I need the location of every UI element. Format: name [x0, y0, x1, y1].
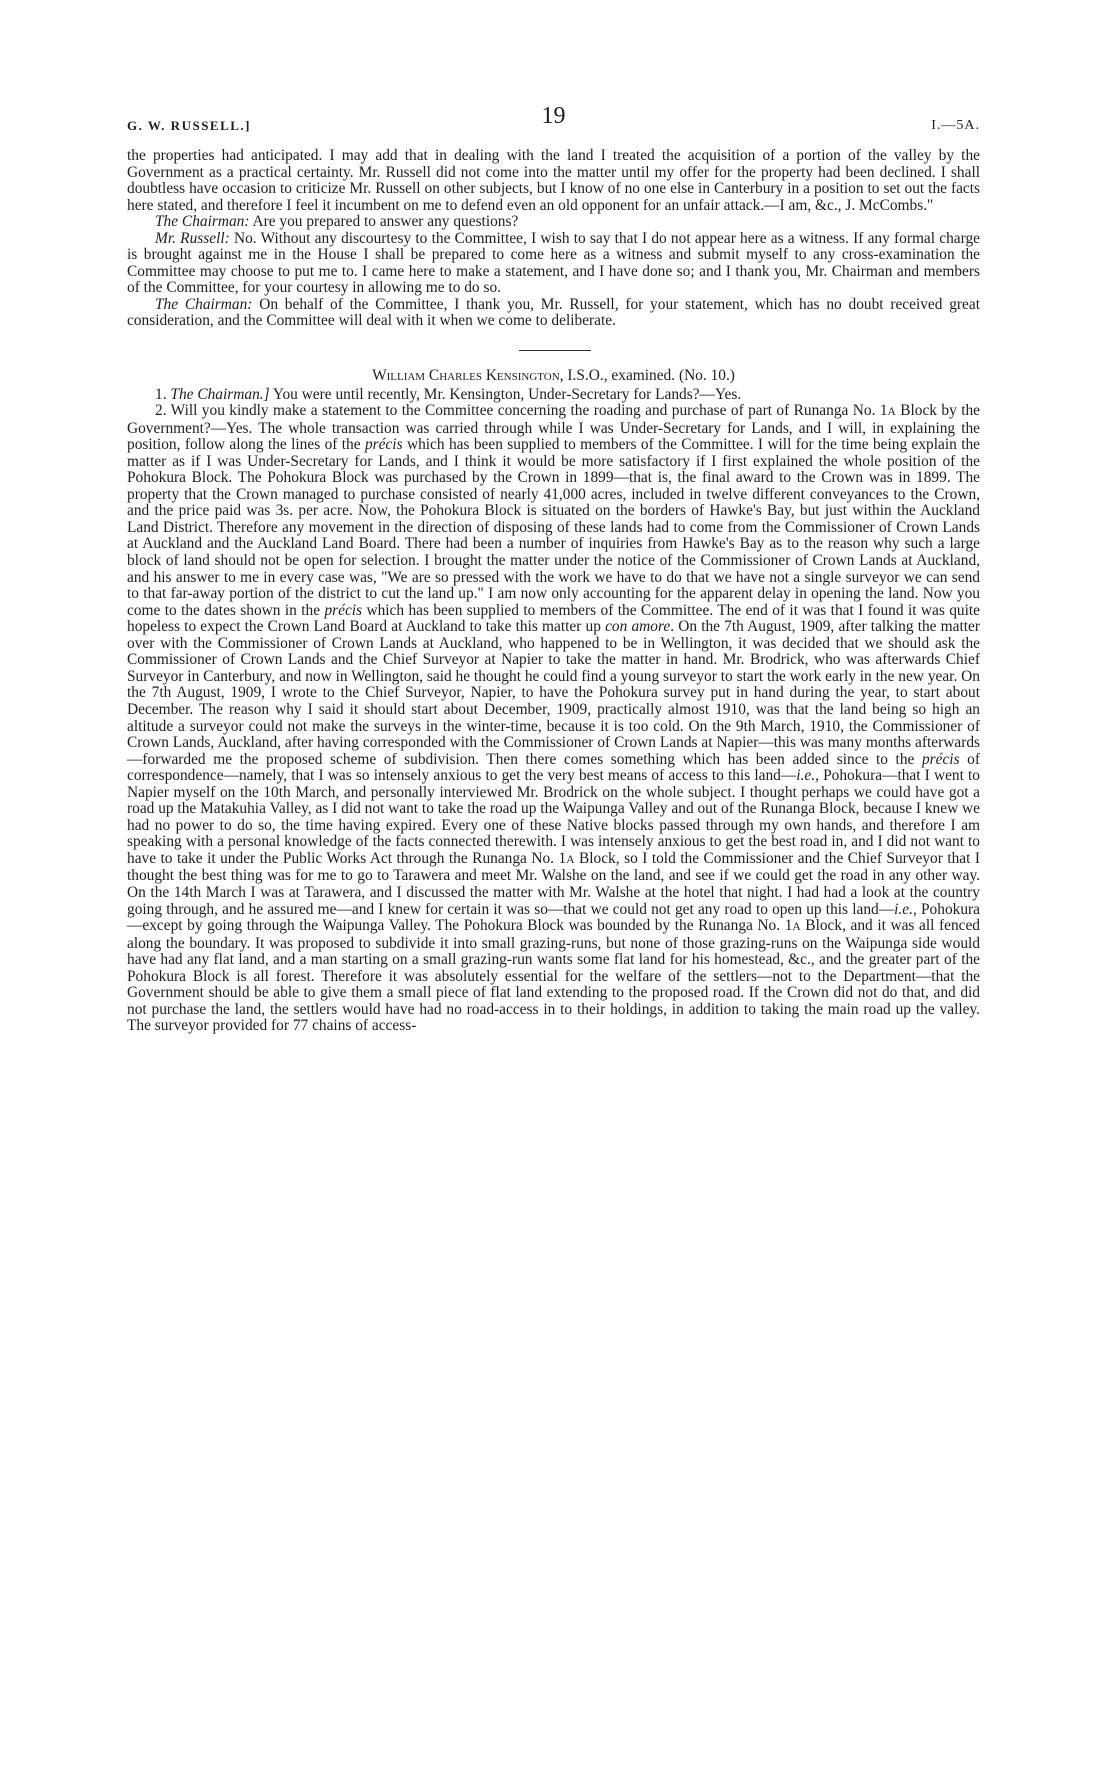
- text-segment: , Pohokura—that I went to Napier myself on the 10th March, and personally interviewed Mr. Brodrick on the whole subject. I thought perhaps we could have got a road up the Matakuhia Valley, as I did not want to take the road up the Waipunga Valley and out of the Runanga Block, because I knew we had no power to do so, the time having expired. Every one of these Native blocks passed through my own hands, and therefore I am speaking with a personal knowledge of the facts connected therewith. I was intensely anxious to get the best road in, and I did not want to have to take it under the Public Works Act through the Runanga No. 1: [127, 767, 980, 867]
- text-segment: Block, so I told the Commissioner and the Chief Surveyor that I thought the best thing was for me to go to Tarawera and meet Mr. Walshe on the land, and see if we could get the road in any other way. On the 14th March I was at Tarawera, and I discussed the matter with Mr. Walshe at the hotel that night. I had had a look at the country going through, and he assured me—and I knew for certain it was so—that we could not get any road to open up this land—: [127, 849, 981, 918]
- page-number: 19: [541, 103, 566, 129]
- divider-rule: [519, 350, 591, 351]
- text-segment: 2. Will you kindly make a statement to the Committee concerning the roading and purchase of part of Runanga No. 1: [155, 402, 888, 420]
- text-segment: . On the 7th August, 1909, after talking the matter over with the Commissioner of Crown Lands at Auckland, who happened to be in Wellington, it was decided that we should ask the Commissioner of Crown Lands and the Chief Surveyor at Napier to take the matter in hand. Mr. Brodrick, who was afterwards Chief Surveyor in Canterbury, and now in Wellington, said he thought he could find a young surveyor to start the work early in the new year. On the 7th August, 1909, I wrote to the Chief Surveyor, Napier, to have the Pohokura survey put in hand during the year, to start about December. The reason why I said it should start about December, 1909, practically almost 1910, was that the land being so high an altitude a surveyor could not make the surveys in the winter-time, because it is too cold. On the 9th March, 1910, the Commissioner of Crown Lands, Auckland, after having corresponded with the Commissioner of Crown Lands at Napier—this was many months afterwards—forwarded me the proposed scheme of subdivision. Then there comes something which has been added since to the: [127, 618, 980, 768]
- witness-name: William Charles Kensington: [372, 367, 560, 385]
- speaker-label: The Chairman.]: [170, 385, 270, 403]
- question-text: You were until recently, Mr. Kensington, Under-Secretary for Lands?—Yes.: [269, 385, 742, 403]
- text-segment: A: [566, 853, 575, 866]
- speaker-label: The Chairman:: [155, 213, 250, 231]
- speech-text: Are you prepared to answer any questions?: [249, 213, 519, 231]
- witness-heading: [127, 368, 980, 385]
- section-divider: [127, 330, 980, 368]
- paragraph-letter-end: the properties had anticipated. I may add that in dealing with the land I treated the acquisition of a portion of the valley by the Government as a practical certainty. Mr. Russell did not come into the matter until my offer for the property had been declined. I shall doubtless have occasion to criticize Mr. Russell on other subjects, but I know of no one else in Canterbury in a position to set out the facts here stated, and therefore I feel it incumbent on me to defend even an old opponent for an unfair attack.—I am, &c., J. McCombs.": [127, 147, 980, 214]
- italic-term: précis: [324, 601, 363, 619]
- italic-term: i.e.: [796, 767, 816, 785]
- document-page: [127, 103, 981, 1035]
- italic-term: i.e.: [894, 900, 913, 918]
- page-header: [127, 103, 980, 148]
- text-segment: of correspondence—namely, that I was so intensely anxious to get the very best means of access to this land—: [127, 750, 980, 785]
- text-segment: Block by the Government?—Yes. The whole transaction was carried through while I was Under-Secretary for Lands, and I will, in explaining the position, follow along the lines of the: [127, 402, 980, 454]
- speech-text: No. Without any discourtesy to the Committee, I wish to say that I do not appear here as a witness. If any formal charge is brought against me in the House I shall be prepared to come here as a witness and submit myself to any cross-examination the Committee may choose to put me to. I came here to make a statement, and I have done so; and I thank you, Mr. Chairman and members of the Committee, for your courtesy in allowing me to do so.: [127, 229, 980, 297]
- speaker-label: The Chairman:: [155, 295, 253, 313]
- question-2: [127, 403, 980, 1035]
- running-head-right: I.—5A.: [931, 118, 980, 133]
- text-segment: A: [887, 406, 896, 419]
- italic-term: précis: [921, 750, 960, 768]
- text-segment: which has been supplied to members of the Committee. I will for the time being explain the matter as if I was Under-Secretary for Lands, and I think it would be more satisfactory if I first explained the whole position of the Pohokura Block. The Pohokura Block was purchased by the Crown in 1899—that is, the final award to the Crown was in 1899. The property that the Crown managed to purchase consisted of nearly 41,000 acres, included in twelve different conveyances to the Crown, and the price paid was 3s. per acre. Now, the Pohokura Block is situated on the borders of Hawke's Bay, but just within the Auckland Land District. Therefore any movement in the direction of disposing of these lands had to come from the Commissioner of Crown Lands at Auckland and the Auckland Land Board. There had been a number of inquiries from Hawke's Bay as to the reason why such a large block of land should not be open for selection. I brought the matter under the notice of the Commissioner of Crown Lands at Auckland, and his answer to me in every case was, "We are so pressed with the work we have to do that we have not a single surveyor we can send to that far-away portion of the district to cut the land up." I am now only accounting for the apparent delay in opening the land. Now you come to the dates shown in the: [127, 436, 981, 619]
- question-number: 1.: [155, 385, 167, 403]
- text-segment: which has been supplied to members of the Committee. The end of it was that I found it was quite hopeless to expect the Crown Land Board at Auckland to take this matter up: [127, 601, 981, 636]
- running-head-left: G. W. RUSSELL.]: [127, 118, 252, 133]
- question-1: [127, 387, 980, 404]
- witness-details: , I.S.O., examined. (No. 10.): [559, 367, 735, 385]
- paragraph-chairman-thanks: [127, 297, 980, 330]
- paragraph-chairman-question: [127, 214, 980, 231]
- paragraph-russell-reply: [127, 231, 980, 297]
- italic-term: con amore: [605, 618, 671, 636]
- text-segment: Block, and it was all fenced along the boundary. It was proposed to subdivide it into small grazing-runs, but none of those grazing-runs on the Waipunga side would have had any flat land, and a man starting on a small grazing-run wants some flat land for his homestead, &c., and the greater part of the Pohokura Block is all forest. Therefore it was absolutely essential for the welfare of the settlers—not to the Department—that the Government should be able to give them a small piece of flat land extending to the proposed road. If the Crown did not do that, and did not purchase the land, the settlers would have had no road-access in to their holdings, in addition to taking the main road up the valley. The surveyor provided for 77 chains of access-: [127, 917, 980, 1035]
- speaker-label: Mr. Russell:: [155, 229, 230, 247]
- italic-term: précis: [364, 436, 403, 454]
- speech-text: On behalf of the Committee, I thank you, Mr. Russell, for your statement, which has no doubt received great consideration, and the Committee will deal with it when we come to deliberate.: [127, 295, 980, 330]
- text-segment: , Pohokura—except by going through the Waipunga Valley. The Pohokura Block was bounded by the Runanga No. 1: [127, 900, 980, 935]
- text-segment: A: [792, 921, 801, 934]
